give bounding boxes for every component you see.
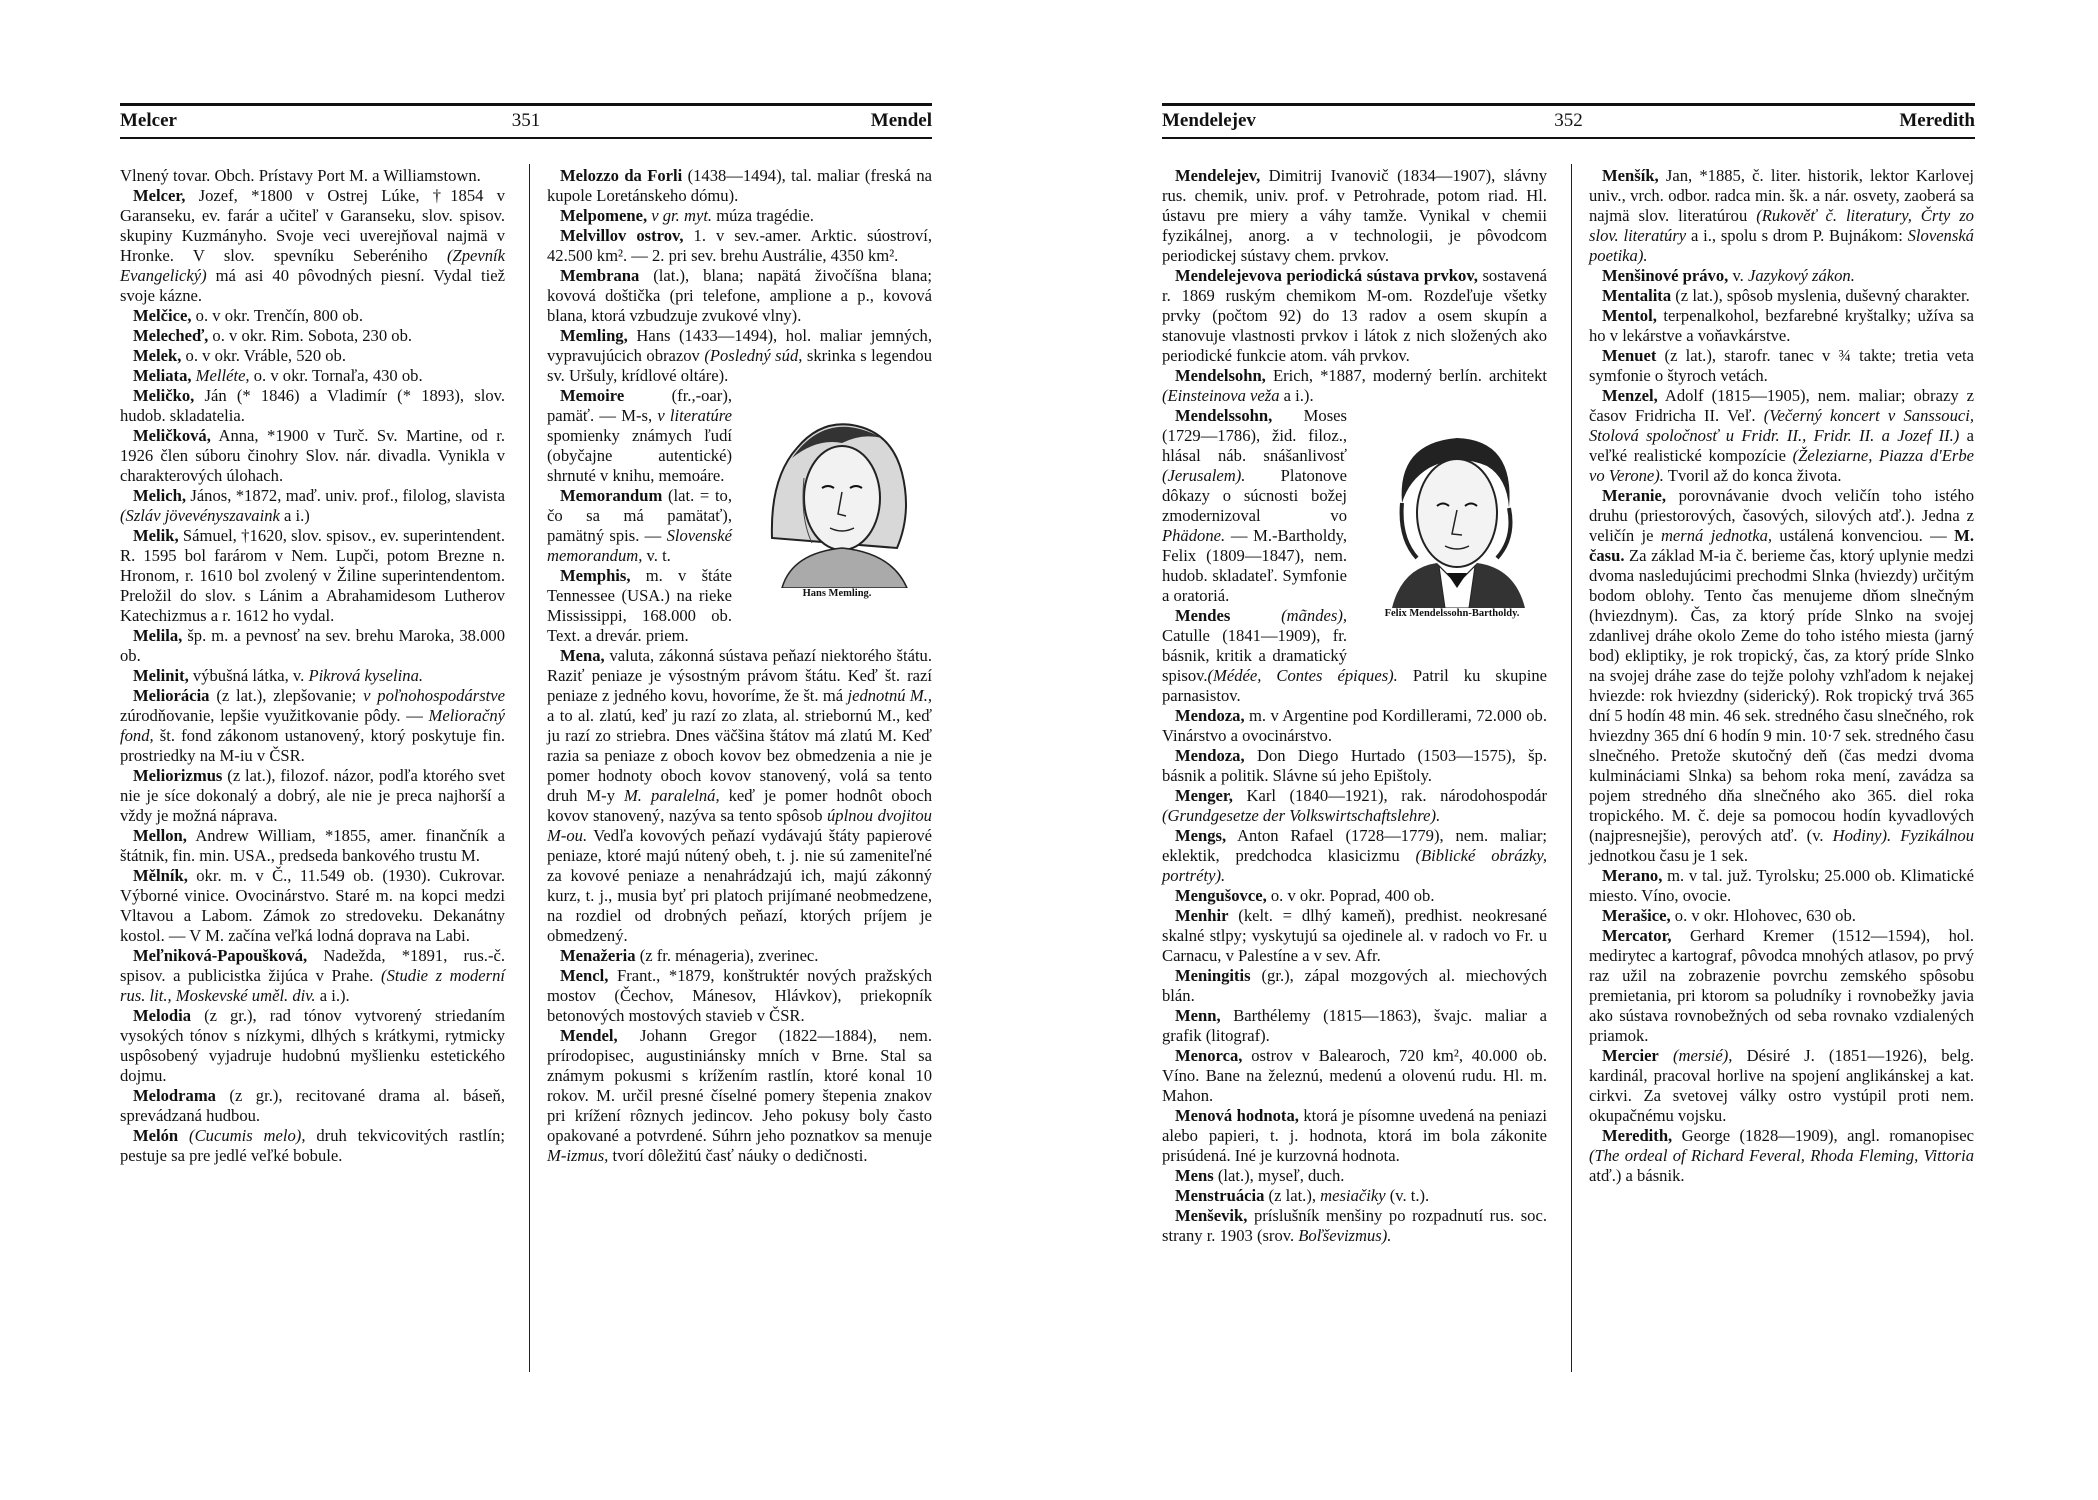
entry-text: Hans (1433—1494), hol. maliar jemných, vypravujúcich obrazov	[547, 326, 932, 365]
dictionary-entry	[1589, 286, 1974, 306]
entry-text: spomienky známych ľudí (obyčajne autentické) shrnuté v knihu, memoáre.	[547, 426, 732, 485]
dictionary-entry	[120, 526, 505, 626]
dictionary-entry	[120, 306, 505, 326]
entry-headword: Meredith,	[1602, 1126, 1673, 1145]
entry-text: Catulle (1841—1909), fr. básnik, kritik a dramatický spisov.	[1162, 626, 1347, 685]
entry-text: a i.).	[1279, 386, 1314, 405]
entry-text: Patril ku skupine parnasistov.	[1162, 666, 1547, 705]
dictionary-entry	[1589, 486, 1974, 866]
entry-text: ustálená konvenciou. —	[1772, 526, 1955, 545]
entry-text: o. v okr. Hlohovec, 630 ob.	[1670, 906, 1856, 925]
entry-text: o. v okr. Tornaľa, 430 ob.	[249, 366, 423, 385]
column-divider	[529, 164, 530, 1372]
entry-text: o. v okr. Vráble, 520 ob.	[181, 346, 347, 365]
dictionary-entry	[1162, 1206, 1547, 1246]
entry-headword: Menhir	[1175, 906, 1229, 925]
dictionary-entry	[1162, 746, 1547, 786]
dictionary-entry	[120, 366, 505, 386]
column-1	[120, 166, 505, 1166]
entry-text: János, *1872, maď. univ. prof., filolog, slavista	[186, 486, 505, 505]
entry-text: o. v okr. Trenčín, 800 ob.	[191, 306, 363, 325]
dictionary-entry	[1162, 1046, 1547, 1106]
dictionary-entry	[547, 1026, 932, 1166]
entry-headword: Meranie,	[1602, 486, 1667, 505]
entry-text: (gr.), zápal mozgových al. miechových blán.	[1162, 966, 1547, 1005]
entry-text	[1891, 826, 1900, 845]
entry-text: Barthélemy (1815—1863), švajc. maliar a grafik (litograf).	[1162, 1006, 1547, 1045]
dictionary-entry	[547, 226, 932, 266]
header-left-word: Melcer	[120, 110, 177, 131]
dictionary-entry	[120, 826, 505, 866]
dictionary-entry	[547, 946, 932, 966]
entry-text: George (1828—1909), angl. romanopisec	[1672, 1126, 1974, 1145]
entry-italic: Pikrová kyselina.	[308, 666, 424, 685]
entry-headword: Mendelejevova periodická sústava prvkov,	[1175, 266, 1478, 285]
entry-text: (z fr. ménageria), zverinec.	[635, 946, 819, 965]
dictionary-entry	[1589, 1046, 1974, 1126]
portrait-felix-mendelssohn	[1357, 408, 1547, 644]
portrait-hans-memling	[742, 388, 932, 610]
entry-text: príslušník menšiny po rozpadnutí rus. soc. strany r. 1903 (srov.	[1162, 1206, 1547, 1245]
entry-text: Vlnený tovar. Obch. Prístavy Port M. a Williamstown.	[120, 166, 481, 185]
entry-headword: Menn,	[1175, 1006, 1221, 1025]
entry-text: má asi 40 pôvodných piesní. Vydal tiež svoje kázne.	[120, 266, 505, 305]
entry-headword: Meľniková-Papoušková,	[133, 946, 308, 965]
header-right-word: Meredith	[1899, 110, 1975, 131]
dictionary-entry	[1589, 166, 1974, 266]
dictionary-entry	[1162, 706, 1547, 746]
entry-headword: Mengušovce,	[1175, 886, 1267, 905]
entry-headword: Mencl,	[560, 966, 609, 985]
dictionary-entry	[1589, 866, 1974, 906]
dictionary-entry	[1162, 1166, 1547, 1186]
entry-italic: Jazykový zákon.	[1747, 266, 1855, 285]
entry-headword: Membrana	[560, 266, 640, 285]
entry-italic: Melioračný fond,	[120, 706, 505, 745]
entry-text: a i.)	[279, 506, 310, 525]
entry-text: šp. m. a pevnosť na sev. brehu Maroka, 38.000 ob.	[120, 626, 505, 665]
dictionary-entry	[1589, 386, 1974, 486]
entry-text: jednotkou času je 1 sek.	[1589, 846, 1748, 865]
entry-text: Johann Gregor (1822—1884), nem. prírodopisec, augustiniánsky mních v Brne. Stal sa známym pokusmi s krížením rastlín, ktoré konal 10 rokov. M. určil presné číselné pomery štepenia znakov pri krížení rôznych jedincov. Jeho pokusy boly často opakované a potvrdené. Súhrn jeho poznatkov sa menuje	[547, 1026, 932, 1145]
entry-italic: merná jednotka,	[1660, 526, 1773, 545]
entry-text: Andrew William, *1855, amer. finančník a štátnik, fin. min. USA., predseda bankového trustu M.	[120, 826, 505, 865]
entry-italic: M-izmus,	[547, 1146, 609, 1165]
dictionary-entry	[1162, 366, 1547, 406]
entry-italic: v gr. myt.	[647, 206, 713, 225]
entry-text: o. v okr. Poprad, 400 ob.	[1266, 886, 1435, 905]
dictionary-entry	[120, 766, 505, 826]
entry-headword: Melcer,	[133, 186, 186, 205]
entry-italic: (Szláv jövevényszavaink	[120, 506, 280, 525]
entry-text: výbušná látka, v.	[188, 666, 309, 685]
entry-headword: Melvillov ostrov,	[560, 226, 684, 245]
entry-text: sostavená r. 1869 ruským chemikom M-om. Rozdeľuje všetky prvky (počtom 92) do 13 radov a osem skupín a stanovuje vlastnosti prvkov i látok z nich složených ako periodické funkcie atom. váh prvkov.	[1162, 266, 1547, 365]
header-rule	[1162, 103, 1975, 106]
dictionary-entry	[120, 186, 505, 306]
entry-headword: Mendel,	[560, 1026, 618, 1045]
entry-italic: (Rukověť č. literatury, Črty zo slov. literatúry	[1589, 206, 1974, 245]
entry-headword: Melodrama	[133, 1086, 216, 1105]
entry-headword: Melila,	[133, 626, 183, 645]
entry-headword: Melich,	[133, 486, 186, 505]
dictionary-entry	[1589, 346, 1974, 386]
page-header	[120, 110, 932, 136]
entry-text: (v. t.).	[1385, 1186, 1430, 1205]
page-number: 352	[1554, 110, 1583, 131]
entry-text: 1. v sev.-amer. Arktic. súostroví, 42.500 km². — 2. pri sev. brehu Austrálie, 4350 km².	[547, 226, 932, 265]
entry-headword: Menzel,	[1602, 386, 1658, 405]
dictionary-entry	[1162, 1106, 1547, 1166]
header-rule	[120, 103, 932, 106]
entry-headword: Memling,	[560, 326, 628, 345]
entry-italic: (Železiarne, Piazza d'Erbe vo Verone).	[1589, 446, 1974, 485]
dictionary-entry	[120, 686, 505, 766]
entry-text: Tvoril až do konca života.	[1663, 466, 1842, 485]
entry-text: Nadežda, *1891, rus.-č. spisov. a publicistka žijúca v Prahe.	[120, 946, 505, 985]
entry-text: Désiré J. (1851—1926), belg. kardinál, pracoval horlive na spojení anglikánskej a kat. cirkvi. Za svetovej války ostro vystúpil proti nem. okupačnému vojsku.	[1589, 1046, 1974, 1125]
entry-headword: Meličková,	[133, 426, 211, 445]
entry-text: keď je pomer hodnôt oboch kovov stanovený, nazýva sa tento spôsob	[547, 786, 932, 825]
entry-headword: Memorandum	[560, 486, 663, 505]
portrait-caption: Felix Mendelssohn-Bartholdy.	[1384, 608, 1520, 619]
entry-headword: Melčice,	[133, 306, 192, 325]
entry-headword: Merano,	[1602, 866, 1663, 885]
dictionary-entry	[1162, 826, 1547, 886]
entry-text: (z lat.), filozof. názor, podľa ktorého svet nie je síce dokonalý a dobrý, ale nie je preca najhorší a vždy je možná náprava.	[120, 766, 505, 825]
entry-headword: M. času.	[1589, 526, 1974, 565]
entry-italic: (Cucumis melo),	[178, 1126, 306, 1145]
entry-headword: Mělník,	[133, 866, 188, 885]
entry-text: Adolf (1815—1905), nem. maliar; obrazy z časov Fridricha II. Veľ.	[1589, 386, 1974, 425]
entry-headword: Mendelssohn,	[1175, 406, 1273, 425]
entry-headword: Mendoza,	[1175, 746, 1245, 765]
entry-text: tvorí dôležitú časť náuky o dedičnosti.	[608, 1146, 868, 1165]
entry-text: — M.-Bartholdy, Felix (1809—1847), nem. hudob. skladateľ. Symfonie a oratoriá.	[1162, 526, 1347, 605]
entry-headword: Melik,	[133, 526, 179, 545]
entry-text: Platonove dôkazy o súcnosti božej zmodernizoval vo	[1162, 466, 1347, 525]
entry-italic: (Biblické obrázky, portréty).	[1162, 846, 1547, 885]
column-divider	[1571, 164, 1572, 1372]
entry-text: (z gr.), rad tónov vytvorený striedaním vysokých tónov s nízkymi, dlhých s krátkymi, rytmicky uspôsobený vyjadruje hudobnú myšlienku estetického dojmu.	[120, 1006, 505, 1085]
entry-text: ktorá je písomne uvedená na peniazi alebo papieri, t. j. hodnota, ktorá im bola zákonite prisúdená. Iné je kurzovná hodnota.	[1162, 1106, 1547, 1165]
entry-headword: Meliorizmus	[133, 766, 223, 785]
entry-italic: v poľnohospodárstve	[363, 686, 505, 705]
entry-text: (lat.), blana; napätá živočíšna blana; kovová doštička (pri telefone, amplione a p., kovová blana, ktorá vzbudzuje zvukové vlny).	[547, 266, 932, 325]
dictionary-entry	[120, 326, 505, 346]
entry-italic: Boľševizmus).	[1298, 1226, 1392, 1245]
entry-headword: Melpomene,	[560, 206, 648, 225]
entry-text: (z lat.), zlepšovanie;	[209, 686, 364, 705]
entry-headword: Melodia	[133, 1006, 192, 1025]
entry-text: m. v tal. juž. Tyrolsku; 25.000 ob. Klimatické miesto. Víno, ovocie.	[1589, 866, 1974, 905]
entry-headword: Melón	[133, 1126, 179, 1145]
entry-text: zúrodňovanie, lepšie využitkovanie pôdy. —	[120, 706, 429, 725]
entry-text: Gerhard Kremer (1512—1594), hol. medirytec a kartograf, pôvodca mnohých atlasov, po prvý raz užil na zobrazenie povrchu zemského spôsobu premietania, pri ktorom sa poludníky i rovnobežky javia ako sústava rovnobežných od seba rovnako vzdialených priamok.	[1589, 926, 1974, 1045]
entry-italic: (Zpevník Evangelický)	[120, 246, 505, 285]
dictionary-entry	[1162, 266, 1547, 366]
entry-text: o. v okr. Rim. Sobota, 230 ob.	[208, 326, 413, 345]
entry-text: terpenalkohol, bezfarebné kryštalky; užíva sa ho v lekárstve a voňavkárstve.	[1589, 306, 1974, 345]
dictionary-entry	[1589, 906, 1974, 926]
memling-portrait-drawing	[742, 388, 932, 588]
entry-italic: (Večerný koncert v Sanssouci, Stolová spoločnosť u Fridr. II., Fridr. II. a Jozef II.)	[1589, 406, 1975, 445]
entry-text: Karl (1840—1921), rak. národohospodár	[1232, 786, 1547, 805]
entry-text: múza tragédie.	[712, 206, 814, 225]
dictionary-entry	[547, 326, 932, 386]
mendelssohn-portrait-drawing	[1357, 408, 1547, 608]
entry-headword: Melozzo da Forli	[560, 166, 683, 185]
entry-text: ostrov v Balearoch, 720 km², 40.000 ob. Víno. Bane na železnú, medenú a olovenú rudu. Hl. m. Mahon.	[1162, 1046, 1547, 1105]
dictionary-entry	[120, 1086, 505, 1126]
entry-headword: Menuet	[1602, 346, 1657, 365]
entry-text: Za základ M-ia č. berieme čas, ktorý uplynie medzi dvoma nasledujúcimi prechodmi Slnka (hviezdy) určitým bodom oblohy. Tento čas menujeme dňom slnečným (hviezdnym). Čas, za ktorý príde Slnko na svojej zdanlivej dráhe okolo Zeme do toho istého miesta (jarný bod) ekliptiky, je rok tropický, čas, za ktorý príde Slnko na svojej dráhe zase do tejže polohy vzhľadom k nejakej hviezde: rok hviezdny (siderický). Rok tropický trvá 365 dní 5 hodín 48 min. 46 sek. stredného času slnečného, rok hviezdny 365 dní 6 hodín 9 min. 10·7 sek. stredného času slnečného. Pretože skutočný deň (čas medzi dvoma kulmináciami Slnka) sa behom roka mení, zavádza sa pojem stredného dňa slnečného ako 365. diel roka tropického. M. č. deje sa pomocou hodín kyvadlových (najpresnejšie), perových atď. (v.	[1589, 546, 1974, 845]
dictionary-entry	[1162, 1186, 1547, 1206]
dictionary-entry	[547, 646, 932, 946]
dictionary-entry	[120, 346, 505, 366]
entry-headword: Meningitis	[1175, 966, 1251, 985]
entry-headword: Meličko,	[133, 386, 195, 405]
entry-headword: Mendelsohn,	[1175, 366, 1266, 385]
entry-text: porovnávanie dvoch veličín toho istého druhu (priestorových, časových, silových atď.). Jedna z veličín je	[1589, 486, 1974, 545]
entry-text: a to al. zlatú, keď ju razí zo zlata, al. striebornú M., keď ju razí zo striebra. Dnes väčšina štátov má zlatú M. Keď razia sa peniaze z oboch kovov bez obmedzenia a nie je pomer hodnoty oboch kovov stanovený, volá sa tento druh M-y	[547, 706, 932, 805]
dictionary-entry	[120, 626, 505, 666]
entry-text: Jozef, *1800 v Ostrej Lúke, †1854 v Garanseku, ev. farár a učiteľ v Garanseku, slov. spisov. skupiny Kuzmányho. Svoje veci uverejňoval najmä v Hronke. V slov. spevníku Seberéniho	[120, 186, 505, 265]
column-2	[1589, 166, 1974, 1186]
dictionary-entry	[120, 1126, 505, 1166]
entry-italic: Hodiny).	[1832, 826, 1892, 845]
entry-italic: Slovenská poetika).	[1589, 226, 1974, 265]
entry-text: (z lat.),	[1264, 1186, 1321, 1205]
dictionary-entry	[1162, 966, 1547, 1006]
header-rule-bottom	[120, 137, 932, 139]
portrait-caption: Hans Memling.	[802, 588, 872, 599]
entry-text: Erich, *1887, moderný berlín. architekt	[1265, 366, 1547, 385]
entry-headword: Memoire	[560, 386, 625, 405]
dictionary-entry	[1162, 786, 1547, 826]
entry-headword: Mellon,	[133, 826, 187, 845]
dictionary-entry	[1589, 306, 1974, 346]
dictionary-entry	[120, 666, 505, 686]
entry-italic: Slovenské memorandum,	[547, 526, 732, 565]
entry-text: (z gr.), recitované drama al. báseň, sprevádzaná hudbou.	[120, 1086, 505, 1125]
entry-italic: (Grundgesetze der Volkswirtschaftslehre).	[1162, 806, 1441, 825]
entry-headword: Menger,	[1175, 786, 1233, 805]
page-header	[1162, 110, 1975, 136]
entry-italic: (Einsteinova veža	[1162, 386, 1280, 405]
entry-text: (lat. = to, čo sa má pamätať), pamätný spis. —	[547, 486, 732, 545]
entry-headword: Menšinové právo,	[1602, 266, 1729, 285]
left-page	[120, 0, 932, 1500]
dictionary-entry	[1589, 926, 1974, 1046]
entry-text: Don Diego Hurtado (1503—1575), šp. básnik a politik. Slávne sú jeho Epištoly.	[1162, 746, 1547, 785]
entry-headword: Mercator,	[1602, 926, 1672, 945]
header-left-word: Mendelejev	[1162, 110, 1256, 131]
entry-text: (kelt. = dlhý kameň), predhist. neokresané skalné stlpy; vyskytujú sa ojedinele al. v radoch vo Fr. u Carnacu, v Palestíne a v sev. Afr.	[1162, 906, 1547, 965]
entry-headword: Menšík,	[1602, 166, 1659, 185]
dictionary-entry	[1162, 166, 1547, 266]
entry-text: (lat.), myseľ, duch.	[1213, 1166, 1345, 1185]
entry-italic: Fyzikálnou	[1900, 826, 1974, 845]
right-page	[1162, 0, 1975, 1500]
entry-headword: Menorca,	[1175, 1046, 1243, 1065]
entry-text: v. t.	[642, 546, 671, 565]
entry-headword: Merašice,	[1602, 906, 1671, 925]
entry-headword: Menstruácia	[1175, 1186, 1265, 1205]
entry-text: Jan, *1885, č. liter. historik, lektor Karlovej univ., vrch. odbor. radca min. šk. a nár. osvety, zaoberá sa najmä slov. literatúrou	[1589, 166, 1974, 225]
entry-text: Vedľa kovových peňazí vydávajú štáty papierové peniaze, ktoré majú nútený obeh, t. j. nie sú zameniteľné za kovové peniaze a nenahrádzajú ich, majú zákonný kurz, t. j., musia byť pri platoch prijímané neobmedzene, na rozdiel od drobných peňazí, ktorých príjem je obmedzený.	[547, 826, 932, 945]
entry-headword: Mendoza,	[1175, 706, 1245, 725]
entry-italic: jednotnú M.,	[847, 686, 933, 705]
entry-headword: Menová hodnota,	[1175, 1106, 1299, 1125]
entry-text: valuta, zákonná sústava peňazí niektorého štátu. Raziť peniaze je výsostným právom štátu. Keď št. razí peniaze z jedného kovu, hovoríme, že št. má	[547, 646, 932, 705]
entry-italic: (The ordeal of Richard Feveral, Rhoda Fleming, Vittoria	[1589, 1146, 1974, 1165]
dictionary-entry	[120, 386, 505, 426]
entry-headword: Menažeria	[560, 946, 636, 965]
entry-text: a i.).	[315, 986, 350, 1005]
entries-top	[1162, 166, 1547, 406]
dictionary-entry	[547, 266, 932, 326]
dictionary-entry	[120, 486, 505, 526]
dictionary-entry	[1162, 906, 1547, 966]
entry-italic: mesiačiky	[1320, 1186, 1386, 1205]
entry-text: (1438—1494), tal. maliar (freská na kupole Loretánskeho dómu).	[547, 166, 932, 205]
entry-text: št. fond zákonom ustanovený, ktorý poskytuje fin. prostriedky na M-iu v ČSR.	[120, 726, 505, 765]
entry-italic: (Posledný súd,	[704, 346, 803, 365]
entry-text: a veľké realistické kompozície	[1589, 426, 1974, 465]
entry-headword: Meliata,	[133, 366, 192, 385]
header-right-word: Mendel	[870, 110, 932, 131]
entry-text: druh tekvicovitých rastlín; pestuje sa pre jedlé veľké bobule.	[120, 1126, 505, 1165]
entry-italic: (mãndes),	[1230, 606, 1347, 625]
entry-text: m. v štáte Tennessee (USA.) na rieke Mississippi, 168.000 ob. Text. a drevár. priem.	[547, 566, 732, 645]
dictionary-entry	[120, 866, 505, 946]
dictionary-entry	[1162, 1006, 1547, 1046]
column-2	[547, 166, 932, 1166]
entry-italic: (Studie z moderní rus. lit., Moskevské uměl. div.	[120, 966, 505, 1005]
entry-italic: úplnou dvojitou M-ou.	[547, 806, 932, 845]
entry-headword: Meliorácia	[133, 686, 210, 705]
entry-italic: (Jerusalem).	[1162, 466, 1246, 485]
entry-headword: Menševik,	[1175, 1206, 1248, 1225]
column-1	[1162, 166, 1547, 1246]
dictionary-entry	[1589, 1126, 1974, 1186]
dictionary-entry	[547, 206, 932, 226]
dictionary-entry	[120, 166, 505, 186]
header-rule-bottom	[1162, 137, 1975, 139]
entry-text: okr. m. v Č., 11.549 ob. (1930). Cukrovar. Výborné vinice. Ovocinárstvo. Staré m. na kopci medzi Vltavou a Labom. Zámok zo stredoveku. Dekanátny kostol. — V M. začína veľká lodná doprava na Labi.	[120, 866, 505, 945]
dictionary-entry	[1589, 266, 1974, 286]
entry-italic: Melléte,	[191, 366, 250, 385]
entry-text: Ján (* 1846) a Vladimír (* 1893), slov. hudob. skladatelia.	[120, 386, 505, 425]
entry-headword: Mena,	[560, 646, 605, 665]
entry-italic: (mersié),	[1658, 1046, 1733, 1065]
entry-italic: M. paralelná,	[623, 786, 720, 805]
dictionary-entry	[547, 166, 932, 206]
dictionary-entry	[120, 426, 505, 486]
entry-headword: Mengs,	[1175, 826, 1227, 845]
entry-headword: Mens	[1175, 1166, 1214, 1185]
entry-headword: Melek,	[133, 346, 182, 365]
entry-text: Sámuel, †1620, slov. spisov., ev. superintendent. R. 1595 bol farárom v Nem. Lupči, potom Brezne n. Hronom, r. 1610 bol zvolený v Žiline superintendentom. Preložil do slov. s Lánim a Abrahamidesom Lutherov Katechizmus a r. 1612 ho vydal.	[120, 526, 505, 625]
dictionary-entry	[120, 946, 505, 1006]
entry-text: Moses (1729—1786), žid. filoz., hlásal náb. snášanlivosť	[1162, 406, 1347, 465]
page-number: 351	[511, 110, 541, 131]
entry-headword: Mendelejev,	[1175, 166, 1261, 185]
entry-italic: v literatúre	[657, 406, 732, 425]
entry-headword: Mendes	[1175, 606, 1231, 625]
entries-top	[547, 166, 932, 386]
entry-text: Dimitrij Ivanovič (1834—1907), slávny rus. chemik, univ. prof. v Petrohrade, potom riad. Hl. ústavu pre miery a váhy tamže. Vynikal v chemii fyzikálnej, anorg. a v technologii, je pôvodcom periodickej sústavy chem. prvkov.	[1162, 166, 1547, 265]
entry-text: (z lat.), spôsob myslenia, duševný charakter.	[1671, 286, 1970, 305]
entry-headword: Mentalita	[1602, 286, 1672, 305]
entry-headword: Mentol,	[1602, 306, 1657, 325]
entry-text: Frant., *1879, konštruktér nových pražských mostov (Čechov, Mánesov, Hlávkov), priekopník betonových mostových stavieb v ČSR.	[547, 966, 932, 1025]
dictionary-entry	[120, 1006, 505, 1086]
entry-headword: Melecheď,	[133, 326, 209, 345]
entry-italic: Phädone.	[1162, 526, 1226, 545]
entry-text: (fr.,-oar), pamäť. — M-s,	[547, 386, 732, 425]
entry-italic: (Médée, Contes épiques).	[1207, 666, 1398, 685]
entry-text: a i., spolu s drom P. Bujnákom:	[1686, 226, 1908, 245]
entry-headword: Mercier	[1602, 1046, 1659, 1065]
entry-text: Anna, *1900 v Turč. Sv. Martine, od r. 1926 člen súboru činohry Slov. nár. divadla. Vynikla v charakterových úlohach.	[120, 426, 505, 485]
entry-headword: Melinit,	[133, 666, 189, 685]
entry-text: skrinka s legendou sv. Uršuly, krídlové oltáre).	[547, 346, 932, 385]
entry-text: atď.) a básnik.	[1589, 1166, 1685, 1185]
dictionary-entry	[1162, 886, 1547, 906]
entry-text: m. v Argentine pod Kordillerami, 72.000 ob. Vinárstvo a ovocinárstvo.	[1162, 706, 1547, 745]
entry-headword: Memphis,	[560, 566, 631, 585]
entry-text: (z lat.), starofr. tanec v ¾ takte; tretia veta symfonie o štyroch vetách.	[1589, 346, 1974, 385]
entry-text: Anton Rafael (1728—1779), nem. maliar; eklektik, predchodca klasicizmu	[1162, 826, 1547, 865]
entry-text: v.	[1728, 266, 1748, 285]
dictionary-entry	[547, 966, 932, 1026]
